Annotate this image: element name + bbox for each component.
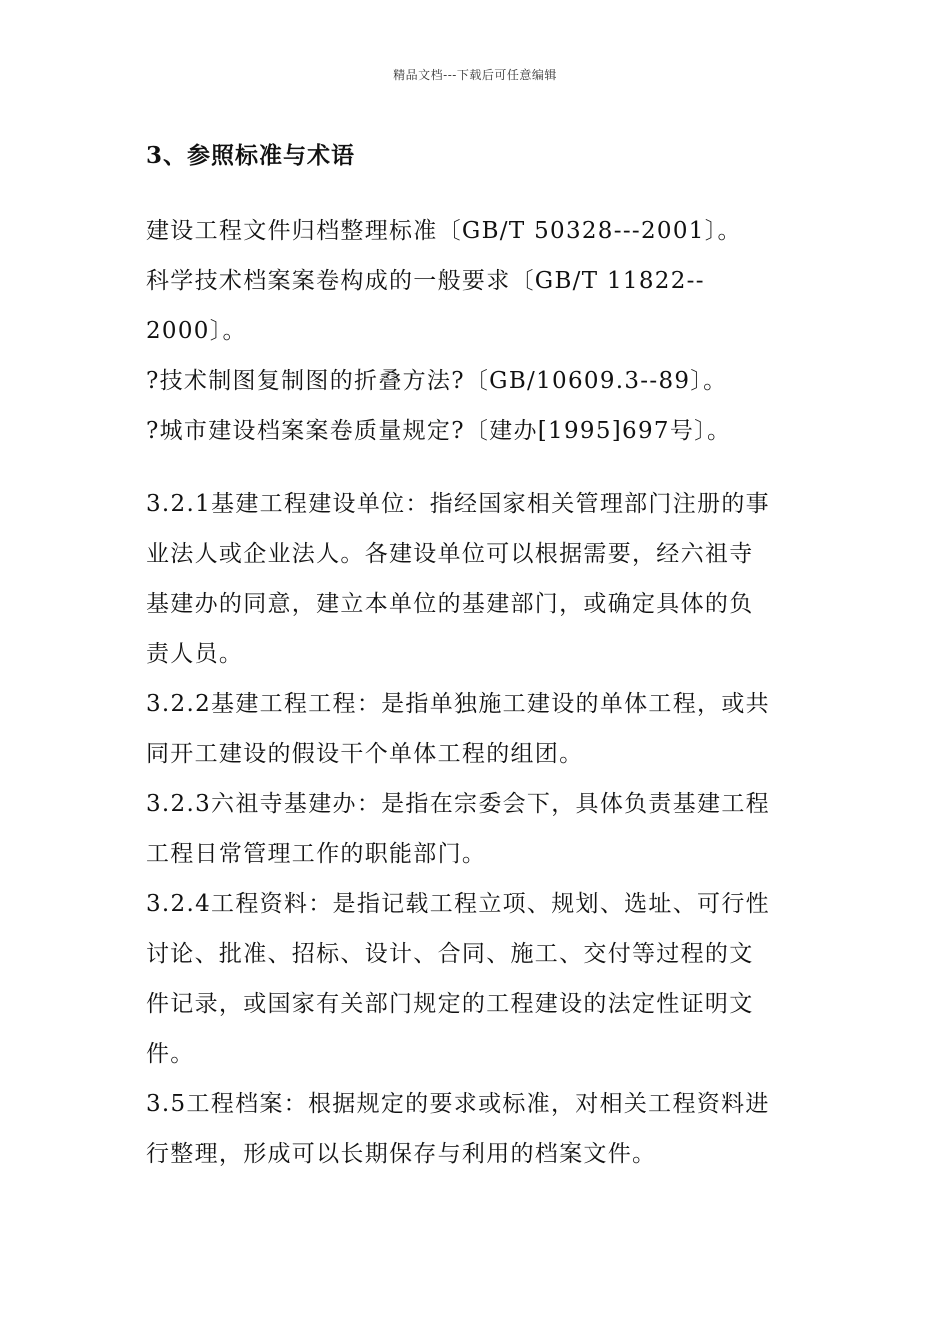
definition-line: 工程日常管理工作的职能部门。 — [146, 841, 487, 867]
definition-line: 讨论、批准、招标、设计、合同、施工、交付等过程的文 — [146, 941, 754, 967]
reference-line: ?城市建设档案案卷质量规定?〔建办[1995]697号〕。 — [146, 418, 732, 444]
reference-line: 2000〕。 — [146, 318, 247, 344]
definition-line: 业法人或企业法人。各建设单位可以根据需要，经六祖寺 — [146, 541, 754, 567]
definition-line: 件记录，或国家有关部门规定的工程建设的法定性证明文 — [146, 991, 754, 1017]
definition-line: 件。 — [146, 1041, 195, 1067]
definition-line: 行整理，形成可以长期保存与利用的档案文件。 — [146, 1141, 657, 1167]
definition-line: 3.2.3六祖寺基建办：是指在宗委会下，具体负责基建工程 — [146, 791, 770, 817]
definition-line: 责人员。 — [146, 641, 244, 667]
reference-line: 科学技术档案案卷构成的一般要求〔GB/T 11822-- — [146, 268, 705, 294]
reference-line: 建设工程文件归档整理标准〔GB/T 50328---2001〕。 — [146, 218, 742, 244]
section-title: 3、参照标准与术语 — [146, 142, 356, 169]
definition-line: 同开工建设的假设干个单体工程的组团。 — [146, 741, 584, 767]
reference-line: ?技术制图复制图的折叠方法?〔GB/10609.3--89〕。 — [146, 368, 728, 394]
header-note: 精品文档---下载后可任意编辑 — [393, 68, 557, 82]
definition-line: 3.2.2基建工程工程：是指单独施工建设的单体工程，或共 — [146, 691, 770, 717]
definition-line: 3.2.4工程资料：是指记载工程立项、规划、选址、可行性 — [146, 891, 770, 917]
definition-line: 基建办的同意，建立本单位的基建部门，或确定具体的负 — [146, 591, 754, 617]
definition-line: 3.5工程档案：根据规定的要求或标准，对相关工程资料进 — [146, 1091, 770, 1117]
definition-line: 3.2.1基建工程建设单位：指经国家相关管理部门注册的事 — [146, 491, 770, 517]
